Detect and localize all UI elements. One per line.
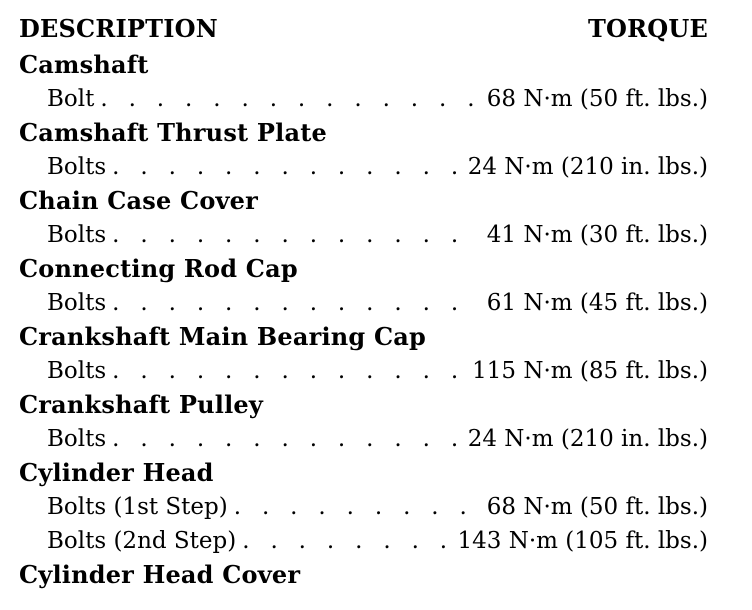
torque-spec-table (19, 14, 708, 592)
torque-value: 41 N·m (30 ft. lbs.) (486, 222, 708, 248)
fastener-label: Bolt (47, 86, 95, 112)
dot-leader (100, 82, 480, 116)
description-column-header: DESCRIPTION (19, 14, 218, 43)
spec-row (19, 354, 708, 388)
spec-row (19, 82, 708, 116)
torque-value: 24 N·m (210 in. lbs.) (467, 154, 708, 180)
section-title-cylinder-head: Cylinder Head (19, 458, 214, 487)
dot-leader (112, 218, 481, 252)
spec-row (19, 218, 708, 252)
fastener-label: Bolts (1st Step) (47, 494, 228, 520)
section-title-crankshaft-main-bearing-cap: Crankshaft Main Bearing Cap (19, 322, 426, 351)
spec-row (19, 524, 708, 558)
spec-row (19, 422, 708, 456)
fastener-label: Bolts (47, 290, 107, 316)
fastener-label: Bolts (47, 358, 107, 384)
fastener-label: Bolts (2nd Step) (47, 528, 237, 554)
torque-value: 115 N·m (85 ft. lbs.) (472, 358, 708, 384)
fastener-label: Bolts (47, 154, 107, 180)
dot-leader (112, 354, 466, 388)
section-title-connecting-rod-cap: Connecting Rod Cap (19, 254, 298, 283)
fastener-label: Bolts (47, 222, 107, 248)
torque-value: 24 N·m (210 in. lbs.) (467, 426, 708, 452)
dot-leader (112, 422, 462, 456)
torque-value: 68 N·m (50 ft. lbs.) (486, 86, 708, 112)
dot-leader (112, 286, 481, 320)
table-header (19, 14, 708, 48)
fastener-label: Bolts (47, 426, 107, 452)
section-title-crankshaft-pulley: Crankshaft Pulley (19, 390, 263, 419)
section-title-cylinder-head-cover: Cylinder Head Cover (19, 560, 301, 589)
dot-leader (234, 490, 481, 524)
section-title-chain-case-cover: Chain Case Cover (19, 186, 258, 215)
torque-value: 61 N·m (45 ft. lbs.) (486, 290, 708, 316)
dot-leader (112, 150, 462, 184)
torque-value: 68 N·m (50 ft. lbs.) (486, 494, 708, 520)
section-title-camshaft-thrust-plate: Camshaft Thrust Plate (19, 118, 327, 147)
spec-row (19, 490, 708, 524)
dot-leader (242, 524, 451, 558)
spec-row (19, 286, 708, 320)
section-title-camshaft: Camshaft (19, 50, 149, 79)
spec-row (19, 150, 708, 184)
torque-value: 143 N·m (105 ft. lbs.) (457, 528, 708, 554)
torque-column-header: TORQUE (587, 14, 708, 43)
